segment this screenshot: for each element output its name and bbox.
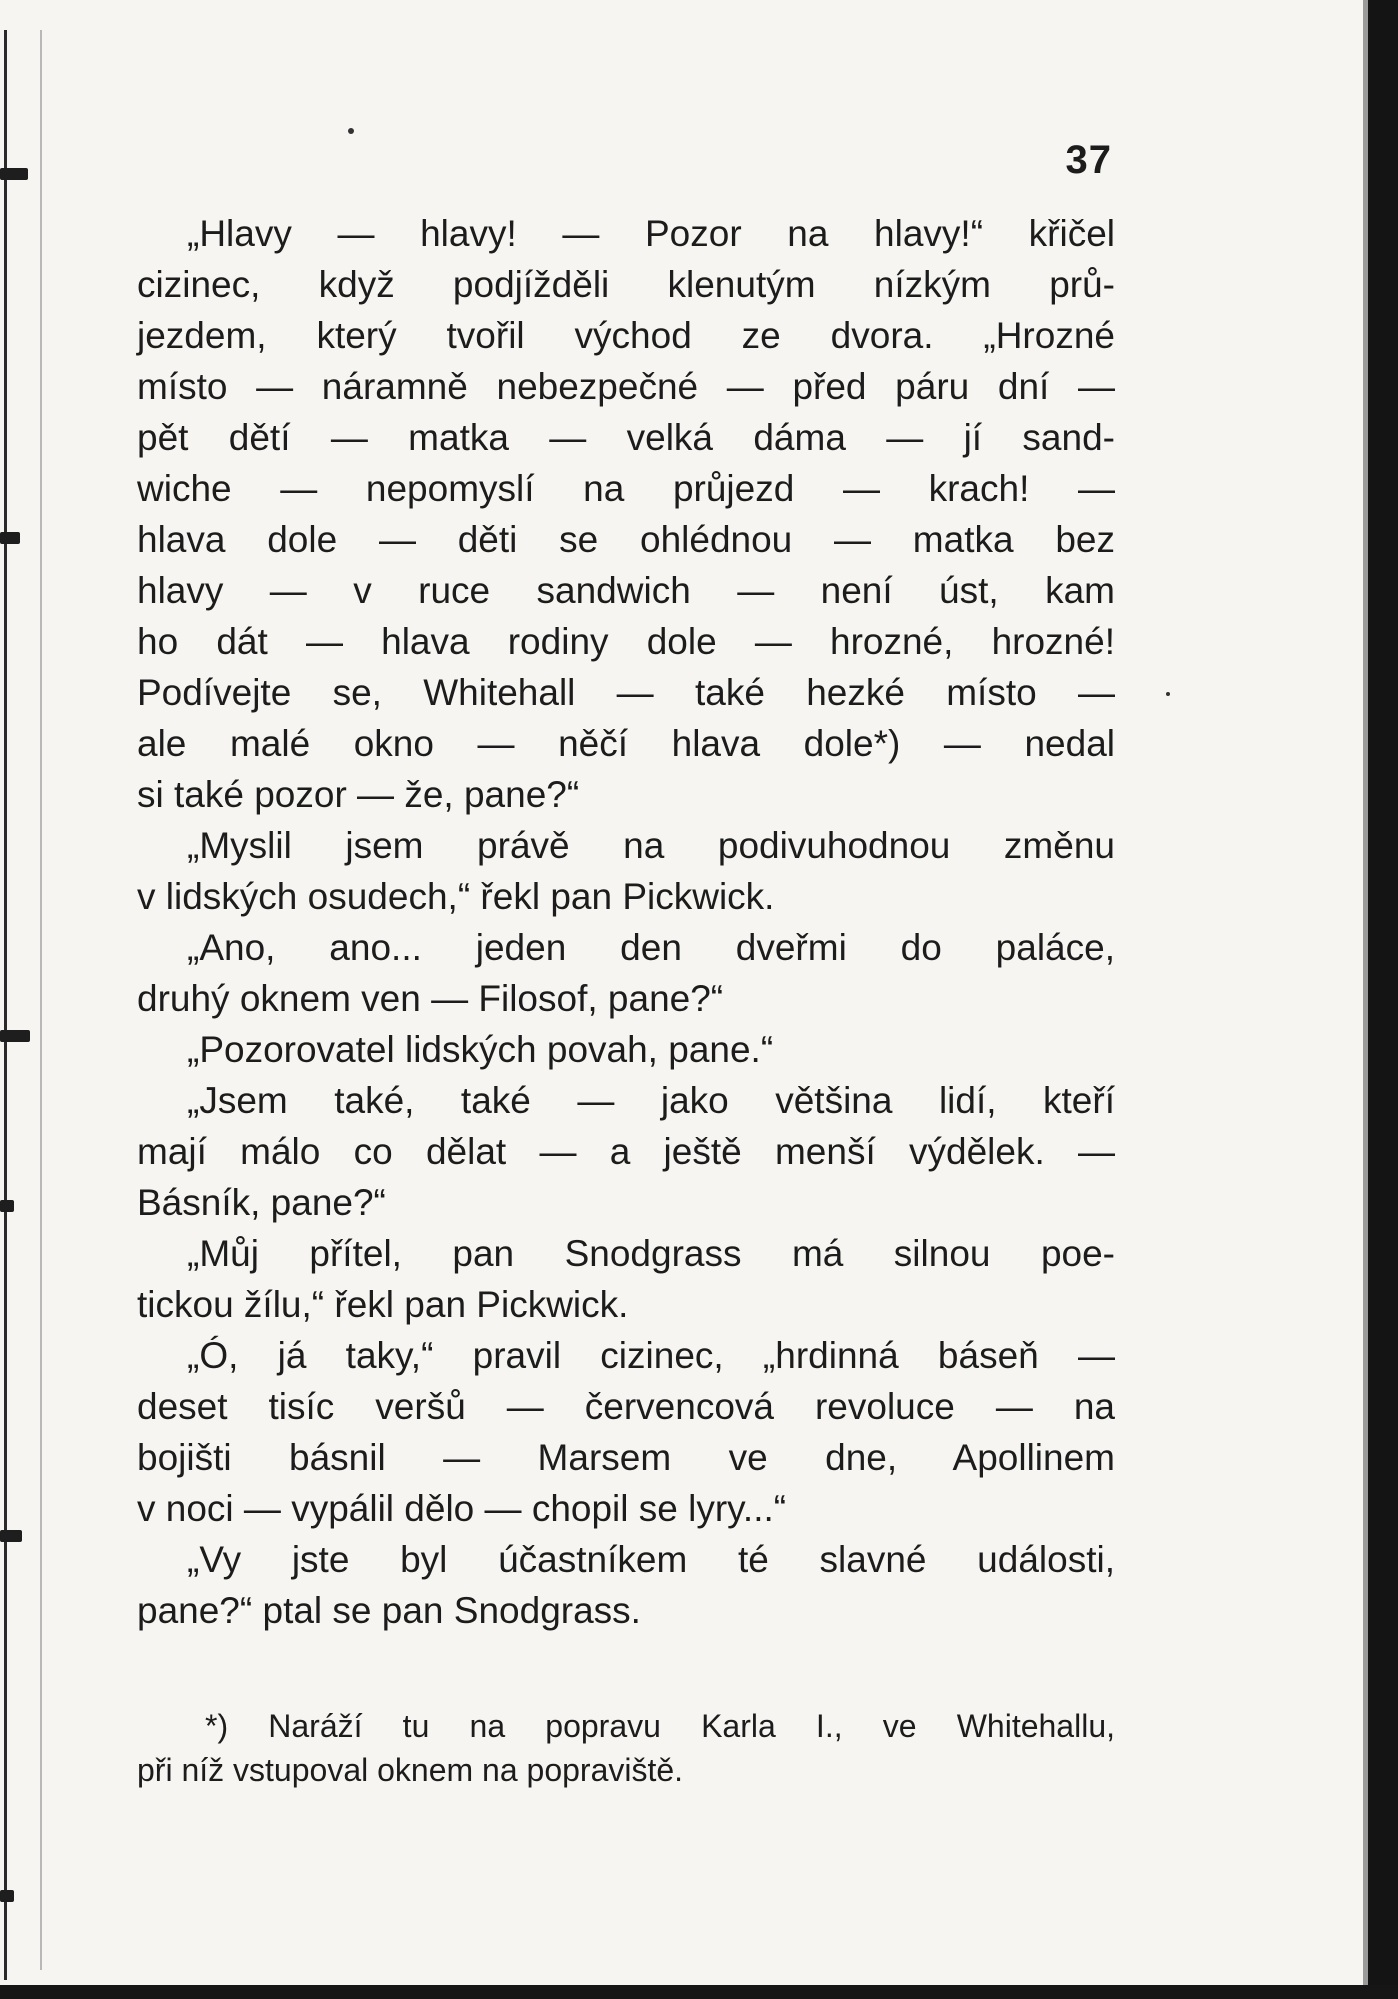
binding-mark [0,1030,30,1042]
text-line: pět dětí — matka — velká dáma — jí sand- [137,417,1115,458]
text-line: „Hlavy — hlavy! — Pozor na hlavy!“ křičel [187,213,1115,254]
text-line: druhý oknem ven — Filosof, pane?“ [137,978,724,1019]
text-line: hlava dole — děti se ohlédnou — matka bez [137,519,1115,560]
text-line: si také pozor — že, pane?“ [137,774,580,815]
page-left-edge [4,30,7,1980]
page-right-edge [1368,0,1398,1999]
text-line: Podívejte se, Whitehall — také hezké místo — [137,672,1115,713]
binding-mark [0,168,28,180]
text-line: cizinec, když podjížděli klenutým nízkým prů- [137,264,1115,305]
footnote-line: *) Naráží tu na popravu Karla I., ve Whitehallu, [205,1708,1115,1744]
text-line: „Ó, já taky,“ pravil cizinec, „hrdinná báseň — [187,1335,1115,1376]
binding-mark [0,1890,14,1902]
footnote-line: při níž vstupoval oknem na popraviště. [137,1752,684,1788]
text-line: místo — náramně nebezpečné — před páru dní — [137,366,1115,407]
text-line: hlavy — v ruce sandwich — není úst, kam [137,570,1115,611]
text-line: v lidských osudech,“ řekl pan Pickwick. [137,876,775,917]
binding-mark [0,1200,14,1212]
ink-speck [348,128,354,134]
body-text [137,208,1115,1636]
text-line: jezdem, který tvořil východ ze dvora. „Hrozné [137,315,1115,356]
ink-speck [1166,692,1170,696]
text-line: deset tisíc veršů — červencová revoluce — na [137,1386,1115,1427]
text-line: tickou žílu,“ řekl pan Pickwick. [137,1284,629,1325]
text-line: Básník, pane?“ [137,1182,386,1223]
text-line: ale malé okno — něčí hlava dole*) — nedal [137,723,1115,764]
text-line: „Jsem také, také — jako většina lidí, kteří [187,1080,1115,1121]
text-line: „Ano, ano... jeden den dveřmi do paláce, [187,927,1115,968]
text-line: „Můj přítel, pan Snodgrass má silnou poe- [187,1233,1115,1274]
text-line: wiche — nepomyslí na průjezd — krach! — [137,468,1115,509]
text-line: „Myslil jsem právě na podivuhodnou změnu [187,825,1115,866]
text-line: mají málo co dělat — a ještě menší výdělek. — [137,1131,1115,1172]
text-line: v noci — vypálil dělo — chopil se lyry...“ [137,1488,787,1529]
page-number: 37 [1065,138,1112,182]
page-left-shadow [40,30,42,1970]
text-line: bojišti básnil — Marsem ve dne, Apollinem [137,1437,1115,1478]
text-line: „Pozorovatel lidských povah, pane.“ [187,1029,774,1070]
text-line: „Vy jste byl účastníkem té slavné události, [187,1539,1115,1580]
text-line: pane?“ ptal se pan Snodgrass. [137,1590,641,1631]
page-bottom-edge [0,1985,1398,1999]
text-line: ho dát — hlava rodiny dole — hrozné, hrozné! [137,621,1115,662]
binding-mark [0,1530,22,1542]
binding-mark [0,532,20,544]
footnote [137,1704,1115,1792]
